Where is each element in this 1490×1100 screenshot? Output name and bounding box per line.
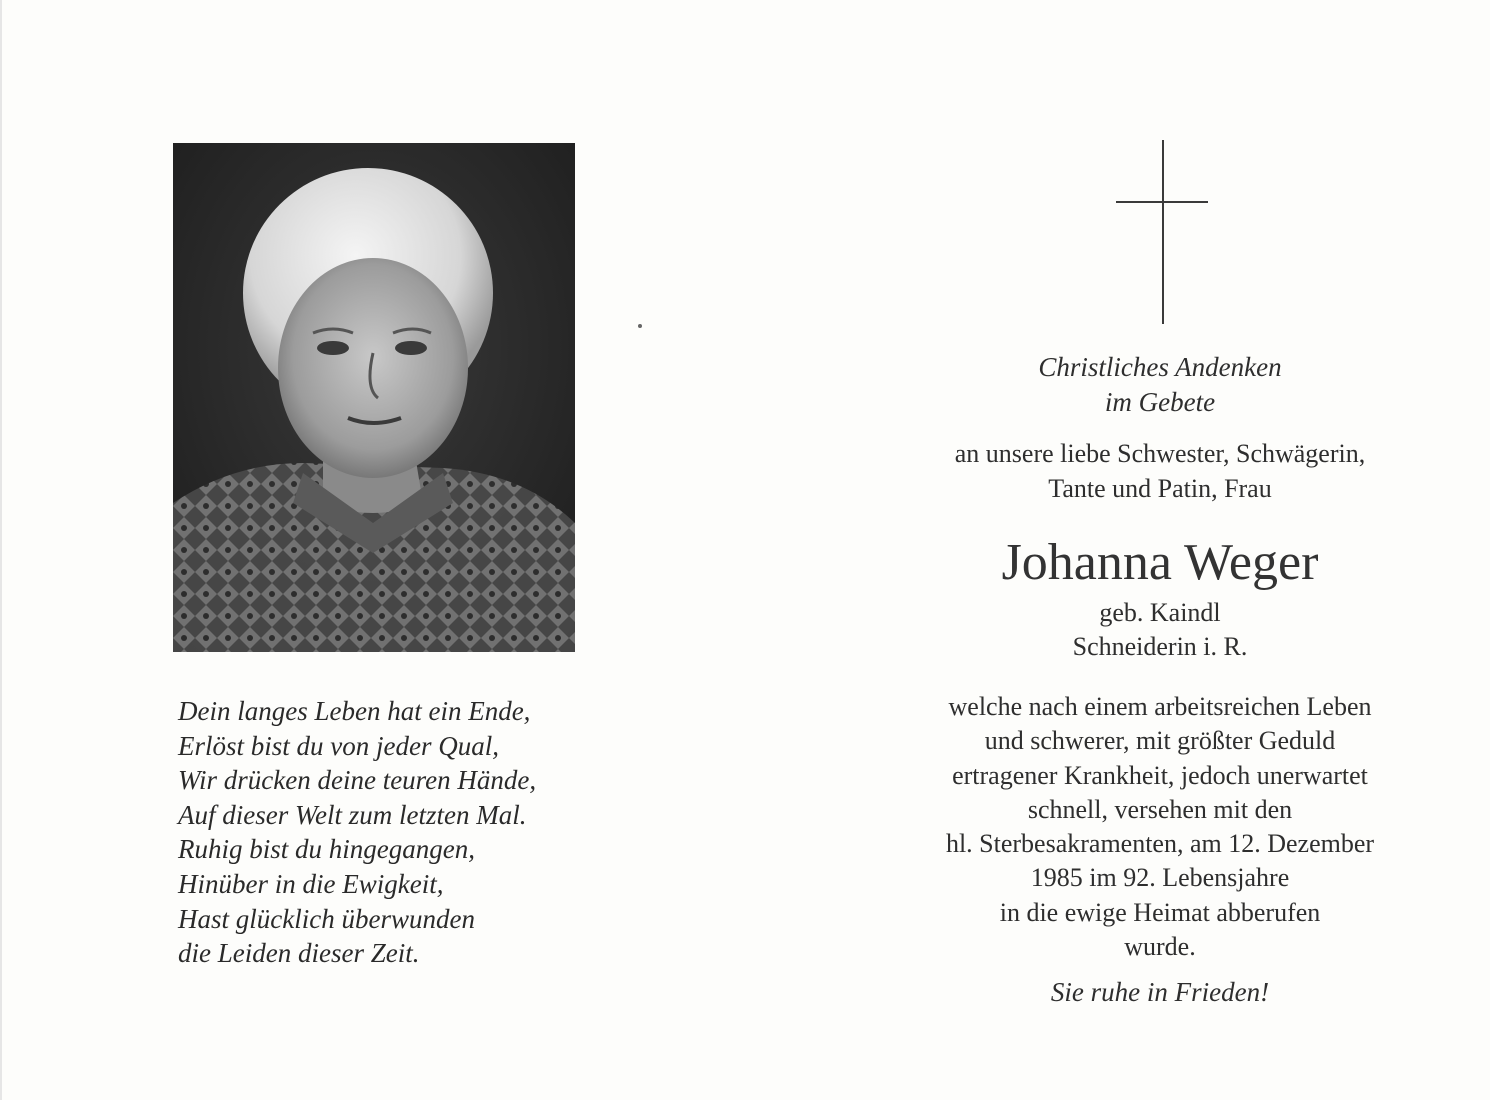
intro-line: Tante und Patin, Frau [1048, 474, 1272, 503]
obituary-text [860, 690, 1460, 964]
memorial-heading [860, 350, 1460, 420]
poem [178, 694, 648, 971]
name-subtitle [860, 596, 1460, 664]
poem-line: Wir drücken deine teuren Hände, [178, 765, 537, 796]
obituary-line: in die ewige Heimat abberufen [999, 897, 1321, 927]
cross-horizontal-bar [1116, 201, 1208, 203]
heading-line: im Gebete [1104, 387, 1216, 417]
obituary-line: 1985 im 92. Lebensjahre [1030, 863, 1290, 893]
obituary-line: ertragener Krankheit, jedoch unerwartet [952, 760, 1368, 790]
occupation: Schneiderin i. R. [1072, 632, 1248, 661]
poem-line: Erlöst bist du von jeder Qual, [178, 730, 499, 761]
poem-line: Ruhig bist du hingegangen, [178, 834, 475, 865]
obituary-line: hl. Sterbesakramenten, am 12. Dezember [945, 829, 1375, 859]
dedication-intro [860, 436, 1460, 506]
card-edge [0, 0, 2, 1100]
poem-line: Hast glücklich überwunden [178, 903, 475, 934]
obituary-line: und schwerer, mit größter Geduld [984, 726, 1336, 756]
deceased-name: Johanna Weger [1001, 534, 1319, 591]
maiden-name: geb. Kaindl [1099, 598, 1221, 627]
obituary-line: wurde. [1124, 932, 1196, 962]
poem-line: Auf dieser Welt zum letzten Mal. [178, 799, 527, 830]
speck-mark [638, 324, 642, 328]
portrait-photo [173, 143, 575, 652]
intro-line: an unsere liebe Schwester, Schwägerin, [954, 439, 1366, 468]
poem-line: Dein langes Leben hat ein Ende, [178, 696, 531, 726]
poem-line: Hinüber in die Ewigkeit, [178, 868, 444, 899]
obituary-line: welche nach einem arbeitsreichen Leben [948, 692, 1372, 721]
obituary-line: schnell, versehen mit den [1027, 794, 1293, 824]
cross-icon [1116, 140, 1208, 324]
heading-line: Christliches Andenken [1038, 352, 1282, 382]
closing-blessing: Sie ruhe in Frieden! [1050, 977, 1270, 1007]
poem-line: die Leiden dieser Zeit. [178, 938, 420, 969]
cross-vertical-bar [1162, 140, 1164, 324]
